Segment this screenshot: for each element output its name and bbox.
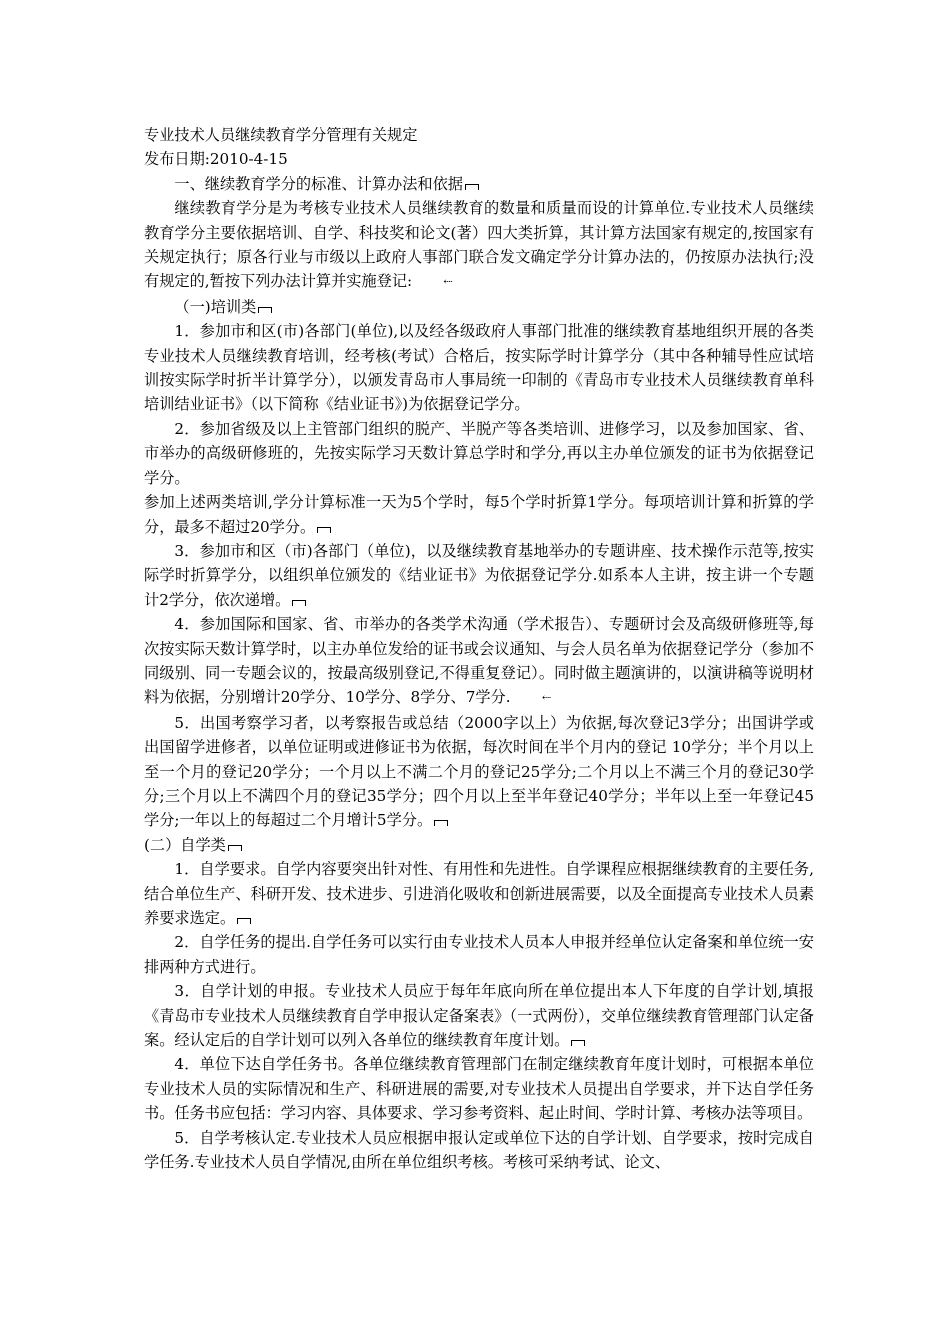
section-heading bbox=[144, 172, 814, 196]
paragraph bbox=[144, 196, 814, 295]
paragraph-text: 4．参加国际和国家、省、市举办的各类学术沟通（学术报告）、专题研讨会及高级研修班等,每次按实际天数计算学时，以主办单位发给的证书或会议通知、与会人员名单为依据登记学分（参加不同级别、同一专题会议的，按最高级别登记,不得重复登记）。同时做主题演讲的，以演讲稿等说明材料为依据，分别增计20学分、10学分、8学分、7学分. bbox=[144, 615, 814, 707]
document-page bbox=[144, 123, 814, 1174]
paragraph-text: 继续教育学分是为考核专业技术人员继续教育的数量和质量而设的计算单位.专业技术人员继续教育学分主要依据培训、自学、科技奖和论文(著）四大类折算，其计算方法国家有规定的,按国家有关规定执行；原各行业与市级以上政府人事部门联合发文确定学分计算办法的，仍按原办法执行;没有规定的,暂按下列办法计算并实施登记: bbox=[144, 199, 814, 291]
paragraph-mark-icon bbox=[228, 845, 242, 851]
subsection-heading bbox=[144, 833, 814, 857]
publish-date: 发布日期:2010-4-15 bbox=[144, 150, 288, 169]
paragraph bbox=[144, 539, 814, 612]
paragraph-text: 3．自学计划的申报。专业技术人员应于每年年底向所在单位提出本人下年度的自学计划,填报《青岛市专业技术人员继续教育自学申报认定备案表》（一式两份），交单位继续教育管理部门认定备案。经认定后的自学计划可以列入各单位的继续教育年度计划。 bbox=[144, 982, 814, 1050]
document-title: 专业技术人员继续教育学分管理有关规定 bbox=[144, 126, 418, 144]
paragraph-mark-icon bbox=[258, 307, 272, 313]
paragraph: 4．单位下达自学任务书。各单位继续教育管理部门在制定继续教育年度计划时，可根据本单位专业技术人员的实际情况和生产、科研进展的需要,对专业技术人员提出自学要求，并下达自学任务书。任务书应包括：学习内容、具体要求、学习参考资料、起止时间、学时计算、考核办法等项目。 bbox=[144, 1055, 814, 1123]
paragraph: 5．自学考核认定.专业技术人员应根据申报认定或单位下达的自学计划、自学要求，按时完成自学任务.专业技术人员自学情况,由所在单位组织考核。考核可采纳考试、论文、 bbox=[144, 1128, 814, 1172]
paragraph: 2．参加省级及以上主管部门组织的脱产、半脱产等各类培训、进修学习，以及参加国家、省、市举办的高级研修班的，先按实际学习天数计算总学时和学分,再以主办单位颁发的证书为依据登记学分。 bbox=[144, 419, 814, 487]
section-heading-text: 一、继续教育学分的标准、计算办法和依据 bbox=[174, 174, 463, 193]
line-break-arrow-icon: ⇠ bbox=[541, 691, 552, 705]
subsection-heading-text: (二）自学类 bbox=[144, 835, 226, 854]
paragraph bbox=[144, 612, 814, 711]
paragraph-mark-icon bbox=[292, 600, 306, 606]
paragraph-text: 3．参加市和区（市)各部门（单位)，以及继续教育基地举办的专题讲座、技术操作示范等,按实际学时折算学分，以组织单位颁发的《结业证书》为依据登记学分.如系本人主讲，按主讲一个专题计2学分，依次递增。 bbox=[144, 541, 814, 609]
paragraph-mark-icon bbox=[434, 820, 448, 826]
paragraph bbox=[144, 711, 814, 833]
paragraph-text: 5．出国考察学习者，以考察报告或总结（2000字以上）为依据,每次登记3学分；出国讲学或出国留学进修者，以单位证明或进修证书为依据，每次时间在半个月内的登记 10学分；半个月以上至一个月的登记20学分；一个月以上不满二个月的登记25学分;二个月以上不满三个月的登记30学分;三个月以上不满四个月的登记35学分；四个月以上至半年登记40学分；半年以上至一年登记45学分;一年以上的每超过二个月增计5学分。 bbox=[144, 713, 814, 830]
paragraph-mark-icon bbox=[237, 918, 251, 924]
paragraph-mark-icon bbox=[317, 527, 331, 533]
paragraph bbox=[144, 857, 814, 930]
paragraph-text: 1．自学要求。自学内容要突出针对性、有用性和先进性。自学课程应根据继续教育的主要任务,结合单位生产、科研开发、技术进步、引进消化吸收和创新进展需要，以及全面提高专业技术人员素养要求选定。 bbox=[144, 860, 814, 927]
line-break-arrow-icon: ⇠ bbox=[443, 275, 453, 289]
paragraph bbox=[144, 490, 814, 539]
paragraph: 1．参加市和区(市)各部门(单位),以及经各级政府人事部门批准的继续教育基地组织开展的各类专业技术人员继续教育培训，经考核(考试）合格后，按实际学时计算学分（其中各种辅导性应试培训按实际学时折半计算学分），以颁发青岛市人事局统一印制的《青岛市专业技术人员继续教育单科培训结业证书》（以下简称《结业证书》)为依据登记学分。 bbox=[144, 322, 814, 414]
paragraph-mark-icon bbox=[571, 1040, 585, 1046]
paragraph-mark-icon bbox=[465, 184, 479, 190]
paragraph-text: 参加上述两类培训,学分计算标准一天为5个学时，每5个学时折算1学分。每项培训计算和折算的学分，最多不超过20学分。 bbox=[144, 493, 814, 536]
paragraph: 2．自学任务的提出.自学任务可以实行由专业技术人员本人申报并经单位认定备案和单位统一安排两种方式进行。 bbox=[144, 933, 814, 976]
paragraph bbox=[144, 979, 814, 1052]
subsection-heading-text: （一)培训类 bbox=[174, 297, 257, 316]
subsection-heading bbox=[144, 295, 814, 319]
